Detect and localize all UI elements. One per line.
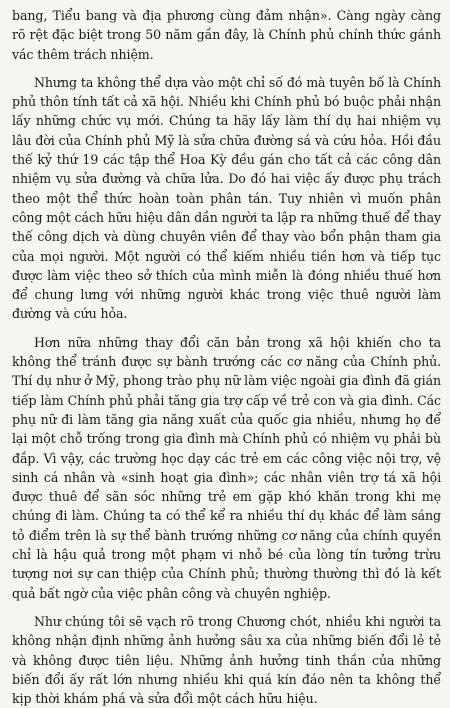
paragraph-government-expansion: Hơn nữa những thay đổi căn bản trong xã hội khiến cho ta không thể tránh được sự bành trướng các cơ năng của Chính phủ. Thí dụ như ở Mỹ, phong trào phụ nữ làm việc ngoài gia đình đã gián tiếp làm Chính phủ phải tăng gia trợ cấp về trẻ con và gia đình. Các phụ nữ đi làm tăng gia năng xuất của quốc gia nhiều, nhưng họ để lại một chỗ trống trong gia đình mà Chính phủ có nhiệm vụ phải bù đắp. Vì vậy, các trường học dạy các trẻ em các công việc nội trợ, vệ sinh cá nhân và «sinh hoạt gia đình»; các nhân viên trợ tá xã hội được thuê để săn sóc những trẻ em gặp khó khăn trong khi mẹ chúng đi làm. Chúng ta có thể kể ra nhiều thí dụ khác để làm sáng tỏ điểm trên là sự thể bành trướng những cơ năng của chính quyền chỉ là hậu quả trong một phạm vi nhỏ bé của lòng tín tưởng trừu tượng nơi sự can thiệp của Chính phủ; thường thường thì đó là kết quả bất ngờ của việc phân công và chuyên nghiệp. bbox=[12, 334, 441, 601]
paragraph-continuation: bang, Tiểu bang và địa phương cùng đảm nhận». Càng ngày càng rõ rệt đặc biệt trong 50 năm gần đây, là Chính phủ chính thức gánh vác thêm trách nhiệm. bbox=[12, 8, 441, 62]
paragraph-unforeseen-effects: Như chúng tôi sẽ vạch rõ trong Chương chót, nhiều khi người ta không nhận định những ảnh hưởng sâu xa của những biến đổi lẻ tẻ và không được tiên liệu. Những ảnh hưởng tinh thần của những biến đổi ấy rất lớn nhưng nhiều khi quá kín đáo nên ta không thể kịp thời khám phá và sửa đổi một cách hữu hiệu. bbox=[12, 613, 441, 707]
paragraph-road-and-fire-duties: Nhưng ta không thể dựa vào một chỉ số đó mà tuyên bố là Chính phủ thôn tính tất cả xã hội. Nhiều khi Chính phủ bó buộc phải nhận lấy những chức vụ mới. Chúng ta hãy lấy làm thí dụ hai nhiệm vụ lâu đời của Chính phủ Mỹ là sửa chữa đường sá và cứu hỏa. Hồi đầu thế kỷ thứ 19 các tập thể Hoa Kỳ đều gán cho tất cả các công dân nhiệm vụ sửa đường và chữa lửa. Do đó hai việc ấy được phụ trách theo một thể thức hoàn toàn phân tán. Tuy nhiên vì muốn phân công một cách hữu hiệu dân dần người ta lập ra những thuế để thay thế công dịch và dùng chuyên viên để thay vào bổn phận tham gia của mọi người. Một người có thể kiếm nhiều tiền hơn và tiếp tục được làm việc theo sở thích của mình miễn là đóng nhiều thuế hơn để chung lưng với những người khác trong việc thuê người làm đường và cứu hỏa. bbox=[12, 74, 441, 322]
